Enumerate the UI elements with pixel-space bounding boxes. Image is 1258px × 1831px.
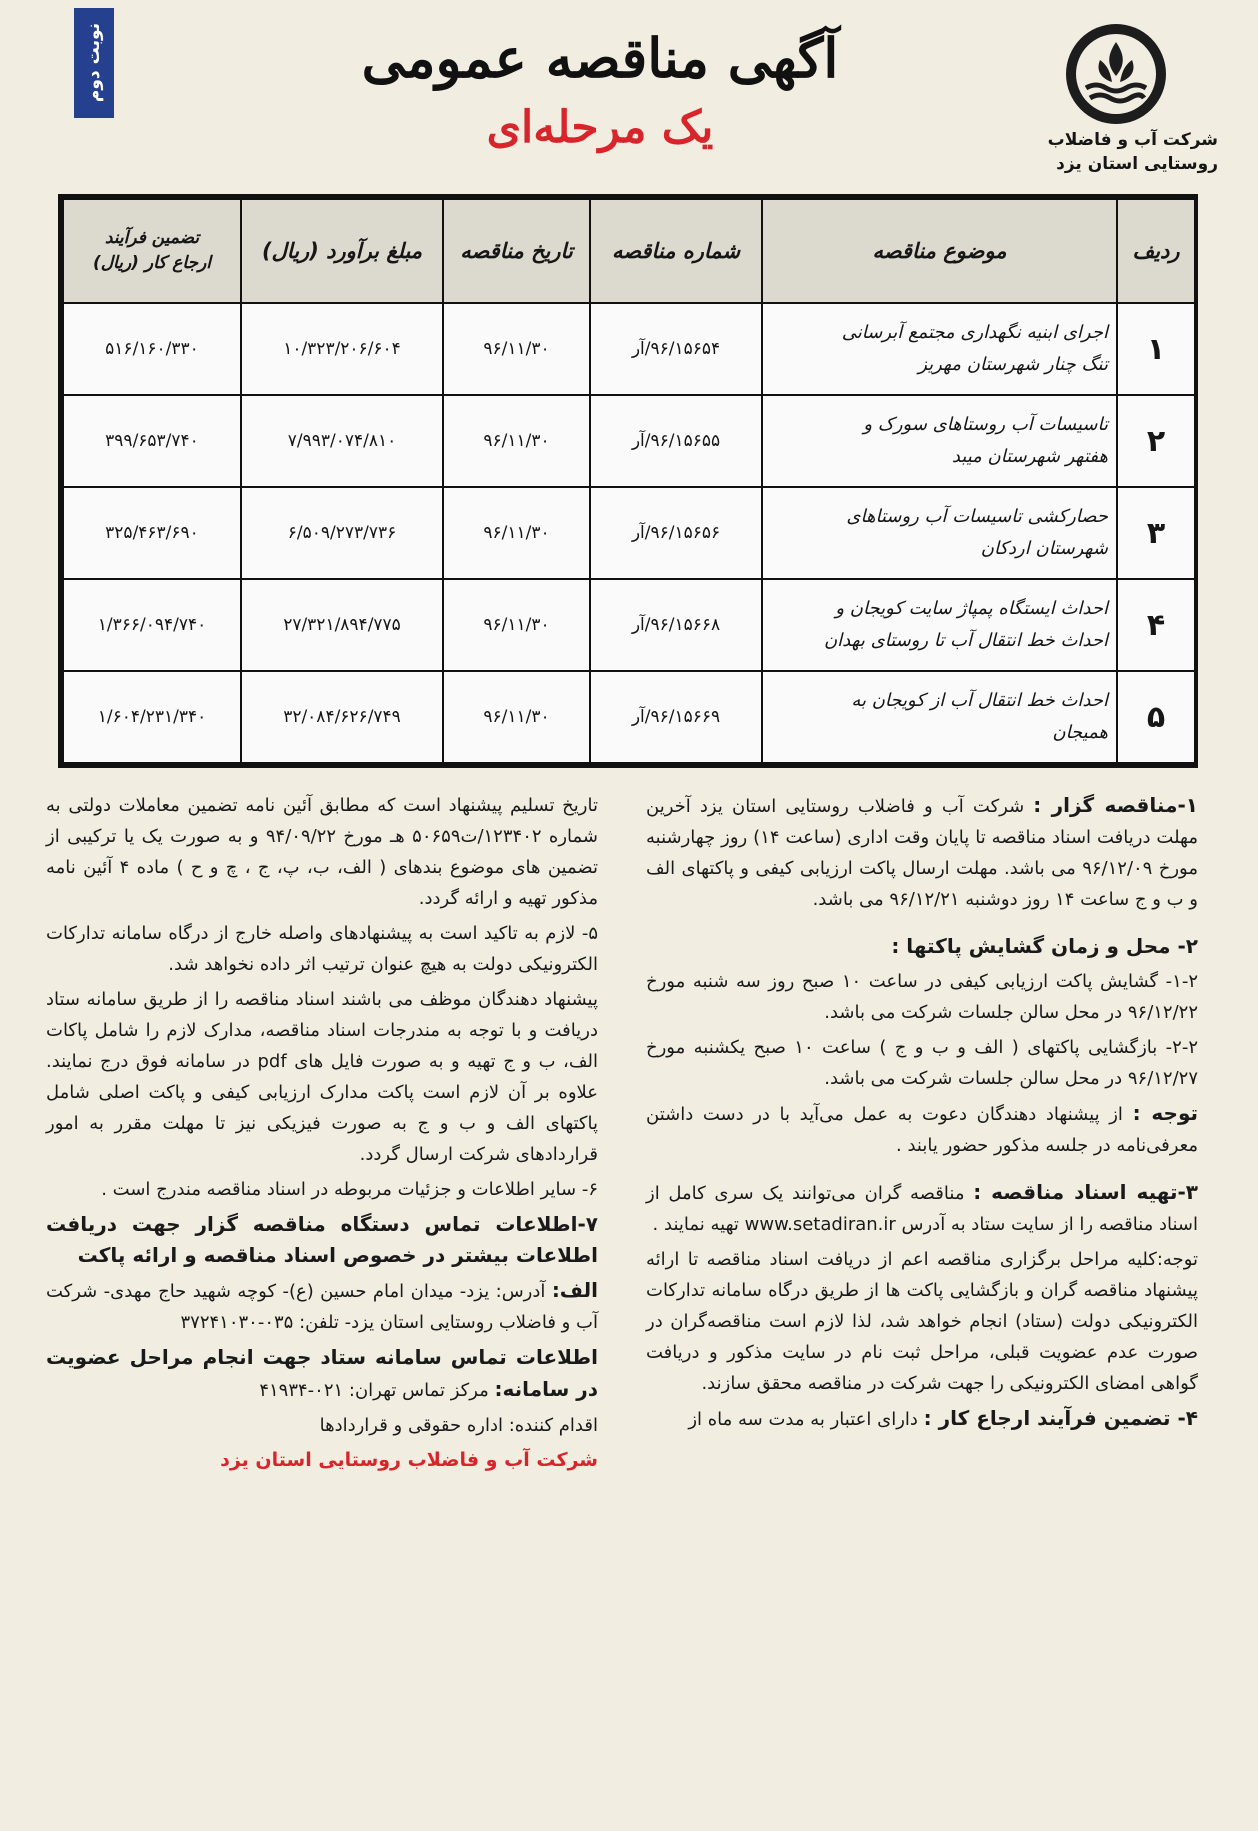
header-row-number: ردیف <box>1117 199 1195 303</box>
section-2-heading: ۲- محل و زمان گشایش پاکتها : <box>891 934 1198 958</box>
row-tender-number: ۹۶/۱۵۶۶۹/آر <box>590 671 762 763</box>
header-guarantee-line1: تضمین فرآیند <box>104 228 200 248</box>
row-subject <box>762 395 1117 487</box>
row-subject-line2: هفتهر شهرستان میبد <box>951 446 1108 467</box>
row-subject-line1: احداث خط انتقال آب از کویجان به <box>851 690 1108 711</box>
section-4 <box>646 1403 1198 1435</box>
row-subject-line1: احداث ایستگاه پمپاژ سایت کویجان و <box>835 598 1108 619</box>
setad-contact-heading: اطلاعات تماس سامانه ستاد جهت انجام مراحل عضویت در سامانه: <box>46 1345 598 1401</box>
row-index: ۱ <box>1117 303 1195 395</box>
row-tender-date: ۹۶/۱۱/۳۰ <box>443 487 590 579</box>
row-subject <box>762 303 1117 395</box>
section-1-text: شرکت آب و فاضلاب روستایی استان یزد آخرین مهلت دریافت اسناد مناقصه تا پایان وقت اداری (ساعت ۱۴) روز چهارشنبه مورخ ۹۶/۱۲/۰۹ می باشد. مهلت ارسال پاکت ارزیابی کیفی و پاکتهای الف و ب و ج ساعت ۱۴ روز دوشنبه ۹۶/۱۲/۲۱ می باشد. <box>646 796 1198 910</box>
row-index: ۴ <box>1117 579 1195 671</box>
action-by: اقدام کننده: اداره حقوقی و قراردادها <box>319 1415 598 1436</box>
edition-badge-text: نوبت دوم <box>84 23 104 103</box>
header-tender-number: شماره مناقصه <box>590 199 762 303</box>
contact-address-label: الف: <box>551 1278 598 1302</box>
section-1 <box>646 790 1198 915</box>
row-subject-line2: تنگ چنار شهرستان مهریز <box>918 354 1108 375</box>
row-subject <box>762 579 1117 671</box>
note-1 <box>646 1098 1198 1161</box>
row-estimate: ۳۲/۰۸۴/۶۲۶/۷۴۹ <box>241 671 443 763</box>
row-index: ۵ <box>1117 671 1195 763</box>
contact-address-text: آدرس: یزد- میدان امام حسین (ع)- کوچه شهید حاج مهدی- شرکت آب و فاضلاب روستایی استان یزد- تلفن: ۰۳۵-۳۷۲۴۱۰۳۰ <box>46 1281 598 1333</box>
section-1-heading: ۱-مناقصه گزار : <box>1033 793 1198 817</box>
row-subject-line1: اجرای ابنیه نگهداری مجتمع آبرسانی <box>841 322 1108 343</box>
body-left-column <box>46 790 598 1480</box>
notice-title: آگهی مناقصه عمومی <box>361 26 839 90</box>
section-4-text: دارای اعتبار به مدت سه ماه از <box>688 1409 918 1430</box>
row-subject <box>762 487 1117 579</box>
table-row <box>63 395 1195 487</box>
section-3-text: مناقصه گران می‌توانند یک سری کامل از اسناد مناقصه را از سایت ستاد به آدرس www.setadiran.ir تهیه نمایند . <box>646 1183 1198 1235</box>
section-2-2: ۲-۲- بازگشایی پاکتهای ( الف و ب و ج ) ساعت ۱۰ صبح یکشنبه مورخ ۹۶/۱۲/۲۷ در محل سالن جلسات شرکت می باشد. <box>646 1037 1199 1089</box>
row-tender-number: ۹۶/۱۵۶۵۵/آر <box>590 395 762 487</box>
table-row <box>63 303 1195 395</box>
row-tender-number: ۹۶/۱۵۶۵۴/آر <box>590 303 762 395</box>
row-guarantee: ۱/۶۰۴/۲۳۱/۳۴۰ <box>63 671 241 763</box>
notice-subtitle: یک مرحله‌ای <box>486 102 714 153</box>
row-index: ۳ <box>1117 487 1195 579</box>
row-estimate: ۶/۵۰۹/۲۷۳/۷۳۶ <box>241 487 443 579</box>
signature-company: شرکت آب و فاضلاب روستایی استان یزد <box>220 1449 598 1471</box>
row-subject-line2: همیجان <box>1052 722 1108 743</box>
row-estimate: ۱۰/۳۲۳/۲۰۶/۶۰۴ <box>241 303 443 395</box>
row-subject-line1: حصارکشی تاسیسات آب روستاهای <box>846 506 1108 527</box>
contact-address <box>46 1275 598 1338</box>
section-5: ۵- لازم به تاکید است به پیشنهادهای واصله خارج از درگاه سامانه تدارکات الکترونیکی دولت به هیچ عنوان ترتیب اثر داده نخواهد شد. <box>46 923 598 975</box>
row-tender-number: ۹۶/۱۵۶۶۸/آر <box>590 579 762 671</box>
row-estimate: ۷/۹۹۳/۰۷۴/۸۱۰ <box>241 395 443 487</box>
row-guarantee: ۳۲۵/۴۶۳/۶۹۰ <box>63 487 241 579</box>
section-4-heading: ۴- تضمین فرآیند ارجاع کار : <box>923 1406 1198 1430</box>
row-tender-date: ۹۶/۱۱/۳۰ <box>443 579 590 671</box>
row-guarantee: ۳۹۹/۶۵۳/۷۴۰ <box>63 395 241 487</box>
setad-contact <box>46 1342 598 1406</box>
header-estimate: مبلغ برآورد (ریال) <box>241 199 443 303</box>
row-subject <box>762 671 1117 763</box>
row-tender-date: ۹۶/۱۱/۳۰ <box>443 395 590 487</box>
row-subject-line1: تاسیسات آب روستاهای سورک و <box>863 414 1108 435</box>
table-row <box>63 671 1195 763</box>
header-guarantee <box>63 199 241 303</box>
note-2: توجه:کلیه مراحل برگزاری مناقصه اعم از دریافت اسناد مناقصه تا ارائه پیشنهاد مناقصه گران و بازگشایی پاکت ها از طریق درگاه سامانه تدارکات الکترونیکی دولت (ستاد) انجام خواهد شد، لذا لازم است مناقصه‌گران در صورت عدم عضویت قبلی، مراحل ثبت نام در سایت مذکور و دریافت گواهی امضای الکترونیکی را جهت شرکت در مناقصه محقق سازند. <box>646 1249 1198 1394</box>
section-2-1: ۱-۲- گشایش پاکت ارزیابی کیفی در ساعت ۱۰ صبح روز سه شنبه مورخ ۹۶/۱۲/۲۲ در محل سالن جلسات شرکت می باشد. <box>646 971 1199 1023</box>
body-right-column <box>646 790 1198 1439</box>
header-tender-date: تاریخ مناقصه <box>443 199 590 303</box>
section-3 <box>646 1177 1198 1240</box>
table-row <box>63 487 1195 579</box>
bidders-paragraph: پیشنهاد دهندگان موظف می باشند اسناد مناقصه را از طریق سامانه ستاد دریافت و با توجه به مندرجات اسناد مناقصه، مدارک لازم را شامل پاکات الف، ب و ج تهیه و به صورت فایل های pdf در سامانه فوق درج نمایند. علاوه بر آن لازم است پاکت مدارک ارزیابی کیفی و پاکت اصلی شامل پاکتهای الف و ب و ج به صورت فیزیکی نیز تا مهلت مقرر به امور قراردادهای شرکت ارسال گردد. <box>46 989 598 1165</box>
row-estimate: ۲۷/۳۲۱/۸۹۴/۷۷۵ <box>241 579 443 671</box>
row-subject-line2: احداث خط انتقال آب تا روستای بهدان <box>823 630 1108 651</box>
table-row <box>63 579 1195 671</box>
row-tender-date: ۹۶/۱۱/۳۰ <box>443 671 590 763</box>
tenders-table <box>58 194 1198 768</box>
section-6: ۶- سایر اطلاعات و جزئیات مربوطه در اسناد مناقصه مندرج است . <box>101 1179 598 1200</box>
company-name-line1: شرکت آب و فاضلاب <box>1047 130 1218 150</box>
section-7-heading: ۷-اطلاعات تماس دستگاه مناقصه گزار جهت دریافت اطلاعات بیشتر در خصوص اسناد مناقصه و ارائه پاکت <box>46 1212 598 1267</box>
note-1-heading: توجه : <box>1132 1101 1199 1125</box>
edition-badge <box>74 8 114 118</box>
company-name <box>1012 128 1218 176</box>
table-header-row <box>63 199 1195 303</box>
section-3-heading: ۳-تهیه اسناد مناقصه : <box>973 1180 1198 1204</box>
company-logo <box>1062 20 1170 128</box>
setad-contact-text: مرکز تماس تهران: ۰۲۱-۴۱۹۳۴ <box>259 1380 489 1401</box>
row-tender-date: ۹۶/۱۱/۳۰ <box>443 303 590 395</box>
guarantee-paragraph: تاریخ تسلیم پیشنهاد است که مطابق آئین نامه تضمین معاملات دولتی به شماره ۱۲۳۴۰۲/ت۵۰۶۵۹ هـ مورخ ۹۴/۰۹/۲۲ و به صورت یک یا ترکیبی از تضمین های موضوع بندهای ( الف، ب، پ، ج ، چ و ح ) ماده ۴ آئین نامه مذکور تهیه و ارائه گردد. <box>46 795 599 909</box>
company-name-line2: روستایی استان یزد <box>1056 154 1218 174</box>
row-guarantee: ۵۱۶/۱۶۰/۳۳۰ <box>63 303 241 395</box>
header-guarantee-line2: ارجاع کار (ریال) <box>92 253 212 273</box>
row-tender-number: ۹۶/۱۵۶۵۶/آر <box>590 487 762 579</box>
row-guarantee: ۱/۳۶۶/۰۹۴/۷۴۰ <box>63 579 241 671</box>
note-1-text: از پیشنهاد دهندگان دعوت به عمل می‌آید با در دست داشتن معرفی‌نامه در جلسه مذکور حضور یابند . <box>646 1104 1198 1156</box>
row-subject-line2: شهرستان اردکان <box>980 538 1108 559</box>
row-index: ۲ <box>1117 395 1195 487</box>
header-subject: موضوع مناقصه <box>762 199 1117 303</box>
